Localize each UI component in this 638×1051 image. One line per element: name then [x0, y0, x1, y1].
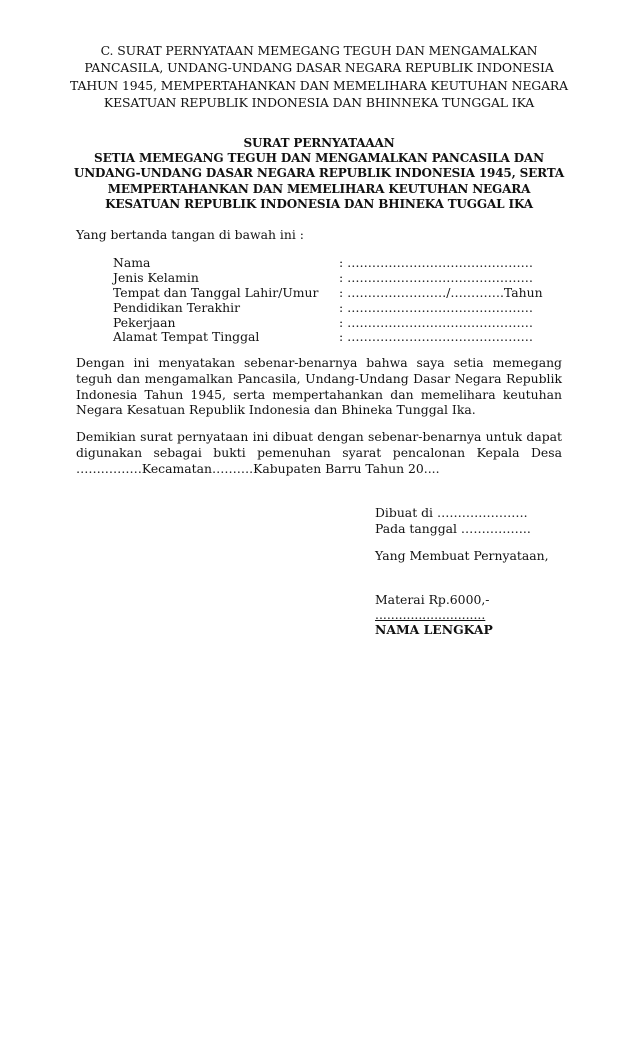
maker-line: Yang Membuat Pernyataan, — [375, 548, 549, 563]
section-title-line: KESATUAN REPUBLIK INDONESIA DAN BHINNEKA TUNGGAL IKA — [103, 94, 535, 110]
statement-title-line: KESATUAN REPUBLIK INDONESIA DAN BHINEKA TUGGAL IKA — [105, 196, 533, 211]
statement-title-line: SURAT PERNYATAAAN — [243, 136, 395, 150]
section-title — [60, 42, 578, 111]
signer-name: NAMA LENGKAP — [375, 622, 493, 637]
statement-title-line: MEMPERTAHANKAN DAN MEMELIHARA KEUTUHAN NEGARA — [107, 181, 531, 196]
field-label: Jenis Kelamin — [113, 269, 199, 285]
field-row-education — [113, 301, 543, 316]
made-at-line: Dibuat di …………………. — [375, 505, 528, 520]
field-value: : ……………………………………… — [339, 299, 533, 315]
identity-fields — [113, 256, 543, 345]
field-value: : ……………………………………… — [339, 255, 533, 270]
statement-paragraph: Dengan ini menyatakan sebenar-benarnya bahwa saya setia memegang teguh dan mengamalkan Pancasila, Undang-Undang Dasar Negara Republik Indonesia Tahun 1945, serta mempertahankan dan memelihara keutuhan Negara Kesatuan Republik Indonesia dan Bhineka Tunggal Ika. — [76, 355, 562, 418]
section-title-line: PANCASILA, UNDANG-UNDANG DASAR NEGARA REPUBLIK INDONESIA — [84, 60, 554, 76]
field-value: : ……………………………………… — [339, 329, 533, 345]
field-value: : ……………………………………… — [339, 314, 533, 330]
field-row-birth — [113, 286, 543, 301]
signature-block — [375, 505, 549, 638]
opening-line: Yang bertanda tangan di bawah ini : — [76, 227, 304, 242]
field-label: Nama — [113, 255, 151, 270]
signature-dots: ............................ — [375, 607, 486, 622]
field-label: Alamat Tempat Tinggal — [113, 329, 260, 345]
statement-title-line: UNDANG-UNDANG DASAR NEGARA REPUBLIK INDONESIA 1945, SERTA — [73, 166, 565, 181]
statement-title-line: SETIA MEMEGANG TEGUH DAN MENGAMALKAN PANCASILA DAN — [94, 151, 544, 166]
field-value: : ……………………………………… — [339, 269, 533, 285]
closing-paragraph: Demikian surat pernyataan ini dibuat dengan sebenar-benarnya untuk dapat digunakan sebagai bukti pemenuhan syarat pencalonan Kepala Desa …….………Kecamatan……….Kabupaten Barru Tahun 20.... — [76, 429, 562, 476]
field-label: Pekerjaan — [113, 314, 176, 330]
section-title-line: TAHUN 1945, MEMPERTAHANKAN DAN MEMELIHARA KEUTUHAN NEGARA — [69, 77, 568, 93]
field-row-occupation — [113, 316, 543, 331]
field-value: : ……………………/………….Tahun — [339, 284, 543, 300]
date-line: Pada tanggal …………….. — [375, 520, 531, 536]
field-row-address — [113, 330, 543, 345]
stamp-line: Materai Rp.6000,- — [375, 591, 490, 607]
field-row-name — [113, 256, 543, 271]
section-title-line: C. SURAT PERNYATAAN MEMEGANG TEGUH DAN MENGAMALKAN — [100, 43, 538, 58]
field-label: Tempat dan Tanggal Lahir/Umur — [113, 284, 319, 300]
statement-title — [60, 136, 578, 212]
field-row-gender — [113, 271, 543, 286]
field-label: Pendidikan Terakhir — [113, 299, 241, 315]
